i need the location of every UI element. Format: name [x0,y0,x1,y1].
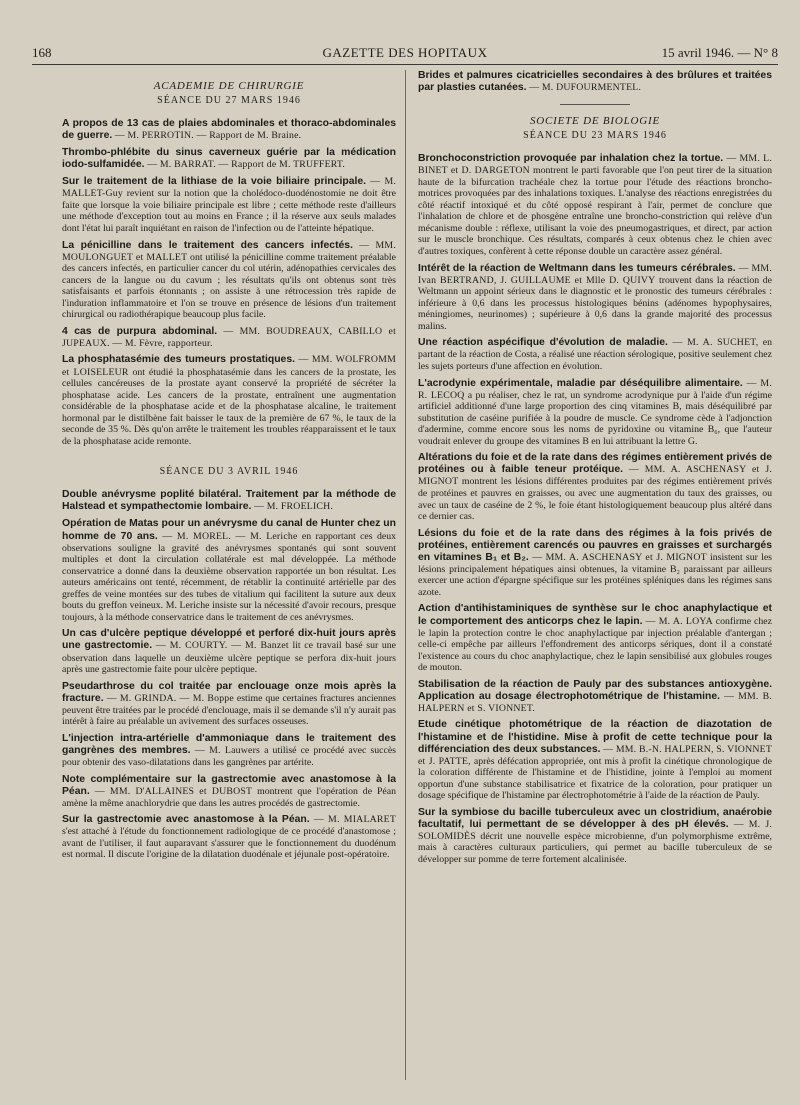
article-abstract [62,118,396,142]
article-title: A propos de 13 cas de plaies abdominales et thoraco-abdominales de guerre. [62,118,396,142]
article-abstract [62,489,396,513]
article-authors: — M. A. LOYA [642,615,713,627]
article-text: estime que certaines fractures anciennes peuvent être traitées par le procédé d'enclouage, mais il se demande s'il n'y aurait pas intérêt à faire au préalable un avivement des surfaces osseuses. [62,692,396,728]
article-title: 4 cas de purpura abdominal. [62,325,218,337]
article-text: ont étudié la phosphatasémie dans les cancers de la prostate, les cellules cancéreuses de la prostate ayant conservé la propriété de sécréter la phosphatase acide. Les cancers de la prostate, entraînent une augmentation considérable de la phosphatase acide et de la phosphatase alcaline, le traitement hormonal par le distilbène fait baisser le taux de la première de 67 %, le taux de la seconde de 35 %. Dès qu'on arrête le traitement les troubles réapparaissent et le taux de la phosphatase acide remonte. [62,366,396,447]
seance-heading: SÉANCE DU 23 MARS 1946 [523,130,667,142]
article-text: en rapportant ces deux observations souligne la gravité des anévrysmes spontanés qui sont souvent multiples et dont la circulation collatérale est mal développée. La méthode conservatrice a donné dans la deuxième observation rapportée un bon résultat. Les auteurs américains ont tenté, récemment, de rétablir la continuité artérielle par des greffes de veine montées sur des tubes de vitalium qui facilitent la suture aux deux bouts du greffon veineux. M. Leriche insiste sur la nécessité d'avoir recours, presque toujours, à la méthode conservatrice dans le traitement de ces anévrysmes. [62,530,396,623]
article-text: revient sur la notion que la cholédoco-duodénostomie ne doit être faite que lorsque la voie biliaire principale est libre ; cette méthode reste d'ailleurs une méthode d'exception tout au moins en France ; il la réserve aux seuls malades dont l'état lui paraît inquiétant en raison de l'infection ou de l'atteinte hépatique. [62,188,396,234]
column-divider [405,70,406,1080]
article-title: Note complémentaire sur la gastrectomie avec anastomose à la Péan. [62,773,396,797]
article-text: après défécation appropriée, ont mis à profit la cinétique chronologique de la coloration différente de l'histamine et de l'histidine, jointe à l'emploi au moment opportun d'une substance stabilisatrice et fixatrice de la coloration, pour pratiquer un dosage spécifique de l'histamine par électrophotométrie à l'aide de la réaction de Pauly. [418,755,772,802]
article-abstract [62,733,396,769]
article-authors: — MM. L. BINET et D. DARGETON [418,153,772,177]
article-title: Sur la symbiose du bacille tuberculeux avec un clostridium, anaérobie facultatif, lui permettant de se développer à des pH élevés. [418,806,772,830]
article-authors: — MM. MOULONGUET et MALLET [62,239,396,263]
article-abstract [418,378,772,448]
article-abstract [62,628,396,675]
left-column [62,70,396,1090]
article-authors: — MM. BOUDREAUX, CABILLO et JUPEAUX. — M. Fèvre, rapporteur. [62,325,396,349]
article-title: L'injection intra-artérielle d'ammoniaque dans le traitement des gangrènes des membres. [62,732,396,756]
article-title: Pseudarthrose du col traitée par enclouage onze mois après la fracture. [62,680,396,704]
article-text: lit ce travail basé sur une observation dans laquelle un deuxième ulcère peptique se perfora dix-huit jours après une gastrectomie faite pour ulcère peptique. [62,640,396,676]
article-title: La phosphatasémie des tumeurs prostatiques. [62,354,295,366]
article-title: Une réaction aspécifique d'évolution de maladie. [418,337,668,349]
article-text: décrit une nouvelle espèce microbienne, d'un polymorphisme extrême, mais à caractères culturaux particuliers, qui permet au bacille tuberculeux de se développer sur pomme de terre fortement alcalinisée. [418,830,772,866]
article-title: Lésions du foie et de la rate dans des régimes à la fois privés de protéines, entièrement carencés ou pauvres en graisses et surchargés en vitamines B₁ et B₂. [418,527,772,563]
page-header [32,45,778,63]
article-authors: — M. R. LECOQ [418,377,772,401]
article-title: Sur la gastrectomie avec anastomose à la Péan. [62,814,310,826]
article-authors: — M. MALLET-Guy [62,176,396,200]
article-authors: — M. GRINDA. — M. Boppe [103,692,234,704]
article-title: Sur le traitement de la lithiase de la voie biliaire principale. [62,176,367,188]
article-title: Double anévrysme poplité bilatéral. Traitement par la méthode de Halstead et sympathectomie lombaire. [62,489,396,513]
header-rule [32,64,778,65]
article-authors: — M. J. SOLOMIDÈS [418,818,772,842]
article-abstract [62,814,396,861]
article-title: Opération de Matas pour un anévrysme du canal de Hunter chez un homme de 70 ans. [62,518,396,542]
article-abstract [418,807,772,866]
article-title: La pénicilline dans le traitement des cancers infectés. [62,239,353,251]
section-heading-academie: ACADEMIE DE CHIRURGIE [153,80,305,92]
article-authors: — MM. WOLFROMM et LOISELEUR [62,354,396,378]
article-authors: — MM. B. HALPERN et S. VIONNET. [418,690,772,714]
article-title: Brides et palmures cicatricielles secondaires à des brûlures et traitées par plasties cutanées. [418,70,772,94]
article-abstract [418,452,772,522]
article-text: s'est attaché à l'étude du fonctionnement radiologique de ce procédé d'anastomose ; avant de l'utiliser, il faut auparavant s'assurer que le fonctionnement du duodénum est normal. Il discute l'origine de la dilatation duodénale et jéjunale post-opératoire. [62,826,396,861]
article-authors: — M. PERROTIN. — Rapport de M. Braine. [112,130,302,142]
article-authors: — M. MOREL. — M. Leriche [157,530,298,542]
article-title: Intérêt de la réaction de Weltmann dans les tumeurs cérébrales. [418,262,736,274]
article-title: Thrombo-phlébite du sinus caverneux guérie par la médication iodo-sulfamidée. [62,147,396,171]
article-authors: — MM. B.-N. HALPERN, S. VIONNET et J. PATTE, [418,743,772,767]
article-title: Etude cinétique photométrique de la réaction de diazotation de l'histamine et de l'histidine. Mise à profit de cette technique pour la différenciation des deux substances. [418,719,772,755]
article-abstract [418,70,772,94]
article-text: ont utilisé la pénicilline comme traitement préalable des cancers infectés, en particulier cancer du col utérin, adénopathies cervicales des cancers de la langue ou du cavum ; les résultats qu'ils ont obtenus sont très satisfaisants et parfois étonnants ; on assiste à une rétrocession très rapide de l'induration inflammatoire et l'on se trouve en présence de lésions d'un traitement chirurgical ou radiothérapique beaucoup plus facile. [62,251,396,321]
article-authors: — MM. Ivan BERTRAND, J. GUILLAUME et Mlle D. QUIVY [418,262,772,286]
article-title: Bronchoconstriction provoquée par inhalation chez la tortue. [418,153,724,165]
seance-heading: SÉANCE DU 27 MARS 1946 [157,95,301,106]
article-authors: — M. COURTY. — M. Banzet [152,640,289,652]
article-abstract [62,681,396,728]
article-authors: — M. Lauwers [190,744,261,756]
article-abstract [62,354,396,447]
article-text: montrent le parti favorable que l'on peut tirer de la situation haute de la bifurcation trachéale chez la tortue pour l'étude des réactions broncho-motrices provoquées par des inhalations toxiques. L'analyse des réactions enregistrées du côté réactif intoxiqué et du côté opposé respirant à l'air, permet de conclure que l'inhalation de chlore et de phosgène entraîne une broncho-constriction qui relève d'un mécanisme double : réflexe, utilisant la voie des pneumogastriques, et direct, par action sur le muscle bronchique. Ces résultats, comparés à ceux obtenus chez le chien avec d'autres toxiques, confèrent à cette réponse double un caractère assez général. [418,165,772,258]
article-abstract [62,147,396,171]
article-abstract [418,263,772,333]
article-abstract [418,719,772,801]
article-abstract [418,603,772,673]
article-authors: — MM. A. ASCHENASY et J. MIGNOT [528,551,707,563]
article-abstract [418,153,772,257]
article-text: insistent sur les lésions principalement hépatiques ainsi obtenues, la vitamine B₂ paraissant par ailleurs exercer une action d'épargne spécifique sur les protéines spléniques dans les régimes sans azote. [418,551,772,598]
article-authors: — MM. D'ALLAINES et DUBOST [89,785,253,797]
article-title: Action d'antihistaminiques de synthèse sur le choc anaphylactique et le comportement des anticorps chez le lapin. [418,603,772,627]
section-heading-biologie: SOCIETE DE BIOLOGIE [529,115,661,128]
right-column [418,70,772,1070]
article-text: a pu réaliser, chez le rat, un syndrome acrodynique pur à l'aide d'un régime artificiel additionné d'une large proportion des cinq vitamines B, mais déséquilibré par substitution de caséine purifiée à la poudre de muscle. Ce syndrome cède à l'adjonction d'adermine, comme encore sous les noms de pyridoxine ou vitamine B₆, que l'auteur voudrait enlever du groupe des vitamines B en lui attribuant la lettre G. [418,389,772,447]
article-title: Un cas d'ulcère peptique développé et perforé dix-huit jours après une gastrectomie. [62,628,396,652]
article-authors: — M. MIALARET [309,814,396,826]
seance-heading: SÉANCE DU 3 AVRIL 1946 [159,466,299,478]
article-abstract [62,176,396,234]
article-authors: — M. FROELICH. [251,501,334,513]
page-number: 168 [32,45,52,60]
article-text: montrent que l'opération de Péan amène la même anachlorydrie que dans les autres procédés de gastrectomie. [62,785,396,809]
article-authors: — M. DUFOURMENTEL. [526,82,642,94]
article-abstract [62,518,396,623]
article-abstract [62,326,396,350]
article-abstract [418,337,772,372]
article-text: a utilisé ce procédé avec succès pour obtenir des vaso-dilatations dans les gangrènes par artérite. [62,744,396,768]
article-authors: — M. A. SUCHET, [667,337,759,349]
article-text: confirme chez le lapin la protection contre le choc anaphylactique par injection préalable d'antergan ; celle-ci empêche par ailleurs l'effondrement des anticorps sériques, dont il a constaté l'existence au cours du choc anaphylactique, chez le lapin sensibilisé aux globules rouges de mouton. [418,615,772,674]
article-text: montrent les lésions différentes produites par des régimes entièrement privés de protéines et pauvres en graisses, ou avec une augmentation du taux des graisses, ou avec un taux de caséine de 2 %, le foie étant histologiquement beaucoup plus altéré dans ce dernier cas. [418,476,772,523]
article-title: Altérations du foie et de la rate dans des régimes entièrement privés de protéines ou à faible teneur protéique. [418,452,772,476]
article-abstract [418,679,772,715]
section-rule [560,104,630,105]
article-abstract [418,528,772,599]
article-text: en partant de la réaction de Costa, a réalisé une réaction sérologique, positive seulement chez les sujets porteurs d'une affection en évolution. [418,337,772,372]
article-abstract [62,774,396,810]
issue-date: 15 avril 1946. — N° 8 [661,45,778,60]
article-title: Stabilisation de la réaction de Pauly par des substances antioxygène. Application au dosage électrophotométrique de l'histamine. [418,678,772,702]
article-abstract [62,240,396,321]
article-authors: — MM. A. ASCHENASY et J. MIGNOT [418,464,772,488]
journal-title: GAZETTE DES HOPITAUX [322,45,488,60]
article-authors: — M. BARRAT. — Rapport de M. TRUFFERT. [144,159,346,171]
article-text: trouvent dans la réaction de Weltmann un appoint sérieux dans le diagnostic et le pronostic des tumeurs cérébrales : inférieure à 0,6 dans les processus histologiques bénins (adénomes hypophysaires, méningiomes, neurinomes) ; supérieure à 0,6 dans la grande majorité des processus malins. [418,274,772,332]
article-title: L'acrodynie expérimentale, maladie par déséquilibre alimentaire. [418,377,743,389]
